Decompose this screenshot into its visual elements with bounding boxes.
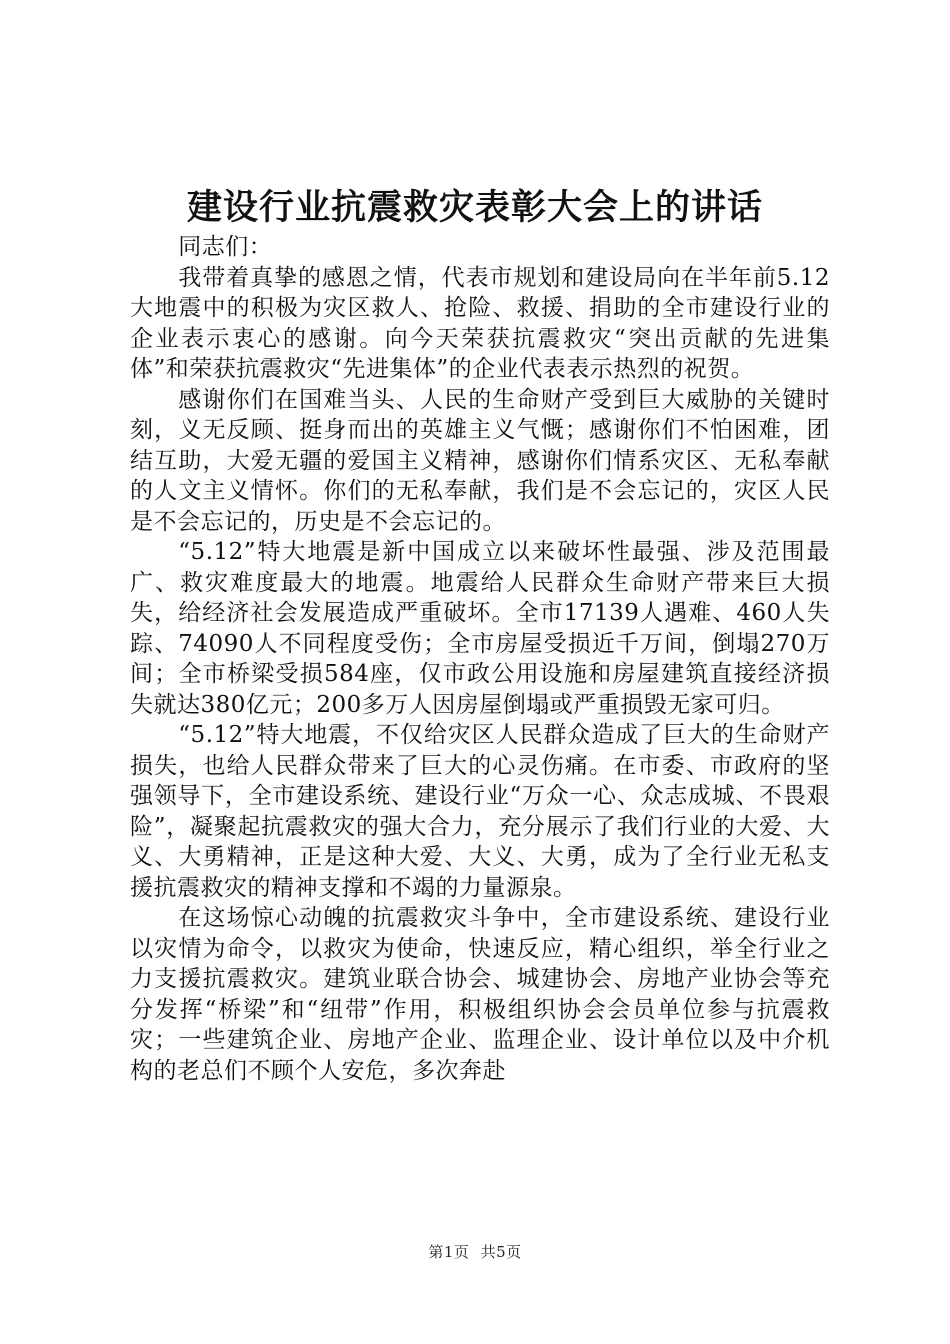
paragraph-2: 感谢你们在国难当头、人民的生命财产受到巨大威胁的关键时刻，义无反顾、挺身而出的英雄主义气慨；感谢你们不怕困难，团结互助，大爱无疆的爱国主义精神，感谢你们情系灾区、无私奉献的人文主义情怀。你们的无私奉献，我们是不会忘记的，灾区人民是不会忘记的，历史是不会忘记的。 bbox=[130, 386, 830, 535]
paragraph-1: 我带着真挚的感恩之情，代表市规划和建设局向在半年前5.12大地震中的积极为灾区救人、抢险、救援、捐助的全市建设行业的企业表示衷心的感谢。向今天荣获抗震救灾“突出贡献的先进集体”和荣获抗震救灾“先进集体”的企业代表表示热烈的祝贺。 bbox=[130, 264, 830, 382]
paragraph-5: 在这场惊心动魄的抗震救灾斗争中，全市建设系统、建设行业以灾情为命令，以救灾为使命，快速反应，精心组织，举全行业之力支援抗震救灾。建筑业联合协会、城建协会、房地产业协会等充分发挥“桥梁”和“纽带”作用，积极组织协会会员单位参与抗震救灾；一些建筑企业、房地产企业、监理企业、设计单位以及中介机构的老总们不顾个人安危，多次奔赴 bbox=[130, 905, 830, 1084]
document-body bbox=[130, 232, 830, 1086]
page-footer bbox=[0, 1241, 950, 1262]
document-title: 建设行业抗震救灾表彰大会上的讲话 bbox=[186, 187, 763, 228]
paragraph-3: “5.12”特大地震是新中国成立以来破坏性最强、涉及范围最广、救灾难度最大的地震。地震给人民群众生命财产带来巨大损失，给经济社会发展造成严重破坏。全市17139人遇难、460人失踪、74090人不同程度受伤；全市房屋受损近千万间，倒塌270万间；全市桥梁受损584座，仅市政公用设施和房屋建筑直接经济损失就达380亿元；200多万人因房屋倒塌或严重损毁无家可归。 bbox=[130, 539, 830, 718]
salutation: 同志们： bbox=[178, 234, 273, 260]
page-total: 共5页 bbox=[480, 1243, 522, 1261]
page-number: 第1页 bbox=[428, 1243, 470, 1261]
paragraph-4: “5.12”特大地震，不仅给灾区人民群众造成了巨大的生命财产损失，也给人民群众带来了巨大的心灵伤痛。在市委、市政府的坚强领导下，全市建设系统、建设行业“万众一心、众志成城、不畏艰险”，凝聚起抗震救灾的强大合力，充分展示了我们行业的大爱、大义、大勇精神，正是这种大爱、大义、大勇，成为了全行业无私支援抗震救灾的精神支撑和不竭的力量源泉。 bbox=[130, 722, 830, 901]
